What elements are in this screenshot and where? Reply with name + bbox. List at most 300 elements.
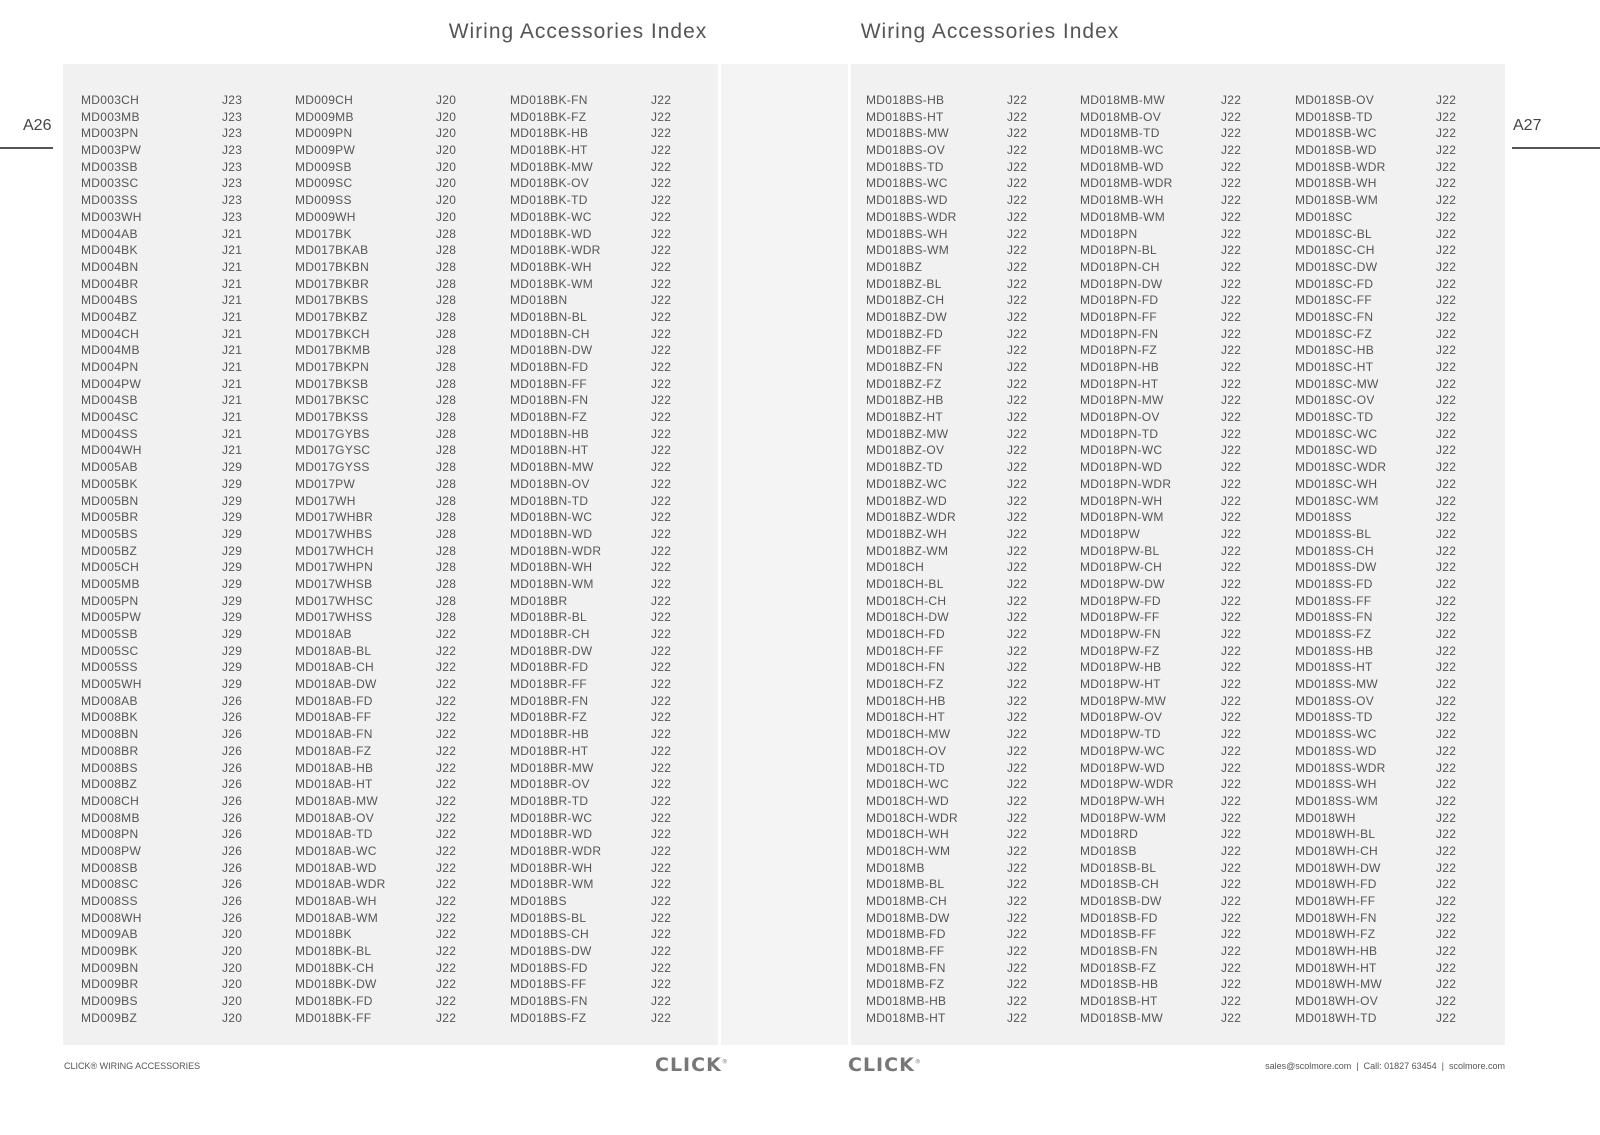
- page-reference: J22: [436, 627, 457, 641]
- product-code: MD018CH-FN: [866, 660, 946, 675]
- page-reference: J22: [651, 810, 672, 825]
- product-code: MD018BR-FD: [510, 660, 589, 675]
- page-reference: J28: [436, 276, 457, 291]
- page-reference: J22: [1007, 309, 1028, 324]
- page-reference: J22: [1436, 443, 1457, 458]
- page-reference: J22: [651, 727, 672, 742]
- page-reference: J22: [1436, 93, 1457, 107]
- page-reference: J22: [1221, 126, 1242, 141]
- product-code: MD005AB: [81, 460, 138, 475]
- page-reference: J22: [1436, 243, 1457, 258]
- product-code: MD009MB: [295, 109, 354, 124]
- product-code: MD018AB-HT: [295, 777, 373, 792]
- product-code: MD018WH-TD: [1295, 1010, 1377, 1025]
- product-code: MD018SS: [1295, 510, 1352, 525]
- page-reference: J22: [1221, 343, 1242, 358]
- product-code: MD018PW-WD: [1080, 760, 1165, 775]
- product-code: MD009BK: [81, 944, 138, 959]
- product-code: MD018BN-HB: [510, 426, 590, 441]
- product-code: MD018BZ-WDR: [866, 510, 956, 525]
- page-reference: J22: [651, 393, 672, 408]
- page-reference: J22: [1436, 843, 1457, 858]
- page-reference: J26: [222, 827, 243, 842]
- page-reference: J22: [1221, 610, 1242, 625]
- product-code: MD018WH-FZ: [1295, 927, 1376, 942]
- product-code: MD018SC-HB: [1295, 343, 1375, 358]
- product-code: MD018PW-FD: [1080, 593, 1161, 608]
- product-code: MD018PW-WM: [1080, 810, 1167, 825]
- page-reference: J29: [222, 576, 243, 591]
- product-code: MD018BR-FZ: [510, 710, 588, 725]
- page-reference: J22: [1221, 93, 1242, 107]
- product-code: MD008BK: [81, 710, 138, 725]
- page-reference: J28: [436, 510, 457, 525]
- product-code: MD018AB-HB: [295, 760, 374, 775]
- footer-brand: CLICK® WIRING ACCESSORIES: [64, 1061, 201, 1071]
- page-reference: J22: [1221, 710, 1242, 725]
- product-code: MD017WHBR: [295, 510, 374, 525]
- product-code: MD017WHSB: [295, 576, 373, 591]
- page-reference: J22: [651, 710, 672, 725]
- page-reference: J23: [222, 126, 243, 141]
- page-reference: J22: [1221, 894, 1242, 908]
- product-code: MD018SB: [1080, 843, 1137, 858]
- product-code: MD004BS: [81, 293, 138, 308]
- page-reference: J22: [1221, 593, 1242, 608]
- page-reference: J22: [1436, 627, 1457, 641]
- product-code: MD018SC-FF: [1295, 293, 1373, 308]
- page-reference: J22: [1221, 360, 1242, 374]
- product-code: MD018BS-OV: [866, 143, 946, 158]
- product-code: MD008BS: [81, 760, 138, 775]
- product-code: MD018PW-WC: [1080, 743, 1165, 758]
- product-code: MD018AB-DW: [295, 677, 377, 692]
- page-reference: J20: [436, 176, 457, 191]
- page-reference: J22: [651, 143, 672, 158]
- page-reference: J22: [1221, 410, 1242, 425]
- product-code: MD005SS: [81, 660, 138, 675]
- product-code: MD018AB-WD: [295, 860, 377, 875]
- product-code: MD017GYSS: [295, 460, 370, 475]
- product-code: MD018BZ-FF: [866, 343, 942, 358]
- page-reference: J22: [651, 610, 672, 625]
- page-reference: J21: [222, 443, 243, 458]
- product-code: MD009SC: [295, 176, 353, 191]
- product-code: MD018BK-BL: [295, 944, 372, 959]
- page-reference: J22: [1436, 777, 1457, 792]
- page-reference: J22: [651, 627, 672, 641]
- page-reference: J22: [1007, 894, 1028, 908]
- product-code: MD018BS-FD: [510, 960, 588, 975]
- page-reference: J22: [651, 693, 672, 708]
- page-reference: J22: [651, 894, 672, 908]
- page-reference: J29: [222, 510, 243, 525]
- page-reference: J22: [1221, 827, 1242, 842]
- product-code: MD018SS-DW: [1295, 560, 1377, 575]
- page-reference: J22: [1436, 410, 1457, 425]
- page-reference: J22: [1007, 710, 1028, 725]
- product-code: MD018CH-CH: [866, 593, 947, 608]
- product-code: MD018PN-WM: [1080, 510, 1164, 525]
- page-reference: J22: [1007, 944, 1028, 959]
- page-reference: J22: [1436, 176, 1457, 191]
- product-code: MD018BS-WC: [866, 176, 948, 191]
- product-code: MD018PW-CH: [1080, 560, 1163, 575]
- page-reference: J26: [222, 810, 243, 825]
- page-reference: J23: [222, 209, 243, 224]
- product-code: MD018BZ-FD: [866, 326, 944, 341]
- product-code: MD018WH-DW: [1295, 860, 1381, 875]
- page-reference: J22: [1436, 426, 1457, 441]
- product-code: MD018BR-WC: [510, 810, 593, 825]
- page-reference: J22: [1007, 610, 1028, 625]
- page-reference: J29: [222, 543, 243, 558]
- product-code: MD018BR-WH: [510, 860, 593, 875]
- product-code: MD005BS: [81, 526, 138, 541]
- page-reference: J26: [222, 693, 243, 708]
- page-reference: J22: [1007, 543, 1028, 558]
- page-reference: J22: [651, 860, 672, 875]
- product-code: MD018CH-DW: [866, 610, 950, 625]
- product-code: MD017BKSB: [295, 376, 369, 391]
- page-reference: J22: [651, 126, 672, 141]
- product-code: MD018MB-TD: [1080, 126, 1160, 141]
- product-code: MD018CH-WM: [866, 843, 951, 858]
- product-code: MD004MB: [81, 343, 140, 358]
- page-reference: J26: [222, 894, 243, 908]
- product-code: MD018PN-WC: [1080, 443, 1163, 458]
- product-code: MD018CH-HB: [866, 693, 946, 708]
- product-code: MD018CH-MW: [866, 727, 951, 742]
- page-reference: J22: [1221, 276, 1242, 291]
- product-code: MD005BK: [81, 476, 138, 491]
- product-code: MD018SB-WC: [1295, 126, 1377, 141]
- product-code: MD018MB-DW: [866, 910, 950, 925]
- page-reference: J22: [651, 743, 672, 758]
- product-code: MD018AB-CH: [295, 660, 375, 675]
- page-reference: J21: [222, 376, 243, 391]
- product-code: MD018PW-FN: [1080, 627, 1161, 641]
- page-reference: J22: [1007, 576, 1028, 591]
- product-code: MD018WH-BL: [1295, 827, 1376, 842]
- product-code: MD018BK-FZ: [510, 109, 587, 124]
- product-code: MD018PN-WD: [1080, 460, 1163, 475]
- page-reference: J22: [1436, 593, 1457, 608]
- product-code: MD018PN-TD: [1080, 426, 1159, 441]
- page-reference: J22: [1007, 93, 1028, 107]
- product-code: MD003PN: [81, 126, 139, 141]
- product-code: MD018BZ-FZ: [866, 376, 942, 391]
- product-code: MD018PW-HT: [1080, 677, 1161, 692]
- product-code: MD018SC-HT: [1295, 360, 1374, 374]
- click-logo-left: CLICK®: [655, 1054, 729, 1076]
- product-code: MD018SB-HT: [1080, 994, 1158, 1009]
- page-reference: J22: [651, 443, 672, 458]
- product-code: MD018AB-WH: [295, 894, 377, 908]
- page-reference: J22: [651, 510, 672, 525]
- product-code: MD018AB-MW: [295, 793, 379, 808]
- page-reference: J22: [651, 460, 672, 475]
- product-code: MD018BS-DW: [510, 944, 592, 959]
- product-code: MD018BS-TD: [866, 159, 944, 174]
- product-code: MD018BN: [510, 293, 568, 308]
- product-code: MD018SS-HB: [1295, 643, 1374, 658]
- page-reference: J22: [1007, 526, 1028, 541]
- product-code: MD018BS: [510, 894, 567, 908]
- page-reference: J22: [1007, 660, 1028, 675]
- page-reference: J20: [222, 927, 243, 942]
- product-code: MD018SS-WM: [1295, 793, 1379, 808]
- page-reference: J22: [1007, 259, 1028, 274]
- product-code: MD018SB-OV: [1295, 93, 1375, 107]
- product-code: MD004AB: [81, 226, 138, 241]
- page-reference: J22: [651, 276, 672, 291]
- product-code: MD018BK: [295, 927, 352, 942]
- product-code: MD018BS-WD: [866, 193, 948, 208]
- product-code: MD018SC-FZ: [1295, 326, 1373, 341]
- page-reference: J21: [222, 276, 243, 291]
- product-code: MD018BZ-CH: [866, 293, 945, 308]
- page-reference: J22: [1436, 560, 1457, 575]
- product-code: MD018SB-FN: [1080, 944, 1158, 959]
- product-code: MD018SC-CH: [1295, 243, 1375, 258]
- page-reference: J21: [222, 326, 243, 341]
- page-reference: J22: [1221, 1010, 1242, 1025]
- product-code: MD018PN-BL: [1080, 243, 1158, 258]
- page-reference: J29: [222, 526, 243, 541]
- product-code: MD018BK-MW: [510, 159, 594, 174]
- product-code: MD018SC-MW: [1295, 376, 1379, 391]
- page-reference: J22: [1436, 977, 1457, 992]
- product-code: MD018SS-WC: [1295, 727, 1377, 742]
- product-code: MD018PN-HB: [1080, 360, 1160, 374]
- page-reference: J22: [436, 660, 457, 675]
- product-code: MD008CH: [81, 793, 140, 808]
- product-code: MD018BN-FN: [510, 393, 589, 408]
- page-reference: J22: [651, 576, 672, 591]
- product-code: MD018BS-FN: [510, 994, 588, 1009]
- product-code: MD018PN-FZ: [1080, 343, 1158, 358]
- product-code: MD018MB-CH: [866, 894, 948, 908]
- product-code: MD003WH: [81, 209, 142, 224]
- page-reference: J22: [1436, 576, 1457, 591]
- page-reference: J26: [222, 860, 243, 875]
- page-reference: J22: [1436, 293, 1457, 308]
- page-reference: J29: [222, 493, 243, 508]
- product-code: MD008SS: [81, 894, 138, 908]
- right-page-title: Wiring Accessories Index: [860, 20, 1120, 43]
- page-reference: J22: [1436, 343, 1457, 358]
- page-reference: J21: [222, 293, 243, 308]
- product-code: MD018AB-WC: [295, 843, 377, 858]
- product-code: MD008AB: [81, 693, 138, 708]
- page-reference: J22: [1436, 209, 1457, 224]
- page-reference: J22: [1221, 209, 1242, 224]
- page-reference: J22: [1007, 877, 1028, 892]
- page-reference: J22: [1007, 193, 1028, 208]
- page-reference: J22: [651, 410, 672, 425]
- page-reference: J26: [222, 910, 243, 925]
- page-reference: J20: [222, 994, 243, 1009]
- page-reference: J22: [651, 526, 672, 541]
- product-code: MD018PW-WH: [1080, 793, 1165, 808]
- product-code: MD018SS-FN: [1295, 610, 1373, 625]
- product-code: MD018BR-BL: [510, 610, 588, 625]
- page-reference: J22: [1436, 677, 1457, 692]
- page-reference: J21: [222, 393, 243, 408]
- product-code: MD009WH: [295, 209, 356, 224]
- page-reference: J22: [1007, 443, 1028, 458]
- product-code: MD017GYBS: [295, 426, 370, 441]
- page-reference: J22: [1436, 1010, 1457, 1025]
- product-code: MD018BR-CH: [510, 627, 590, 641]
- product-code: MD018WH-FN: [1295, 910, 1377, 925]
- page-reference: J22: [1221, 743, 1242, 758]
- product-code: MD018BK-FD: [295, 994, 373, 1009]
- product-code: MD018PN-DW: [1080, 276, 1163, 291]
- product-code: MD018SS-FZ: [1295, 627, 1372, 641]
- product-code: MD018PW-WDR: [1080, 777, 1174, 792]
- page-reference: J20: [222, 977, 243, 992]
- product-code: MD018SB-WH: [1295, 176, 1377, 191]
- product-code: MD018CH: [866, 560, 925, 575]
- page-reference: J22: [1436, 927, 1457, 942]
- product-code: MD018WH-CH: [1295, 843, 1379, 858]
- product-code: MD017BK: [295, 226, 352, 241]
- page-reference: J29: [222, 593, 243, 608]
- page-reference: J22: [1221, 860, 1242, 875]
- product-code: MD018CH-FF: [866, 643, 944, 658]
- product-code: MD018BS-FF: [510, 977, 587, 992]
- page-reference: J22: [1436, 793, 1457, 808]
- product-code: MD017WHBS: [295, 526, 373, 541]
- page-reference: J20: [222, 960, 243, 975]
- page-reference: J22: [436, 793, 457, 808]
- page-reference: J21: [222, 259, 243, 274]
- page-reference: J22: [1007, 593, 1028, 608]
- page-reference: J22: [1221, 443, 1242, 458]
- product-code: MD009BZ: [81, 1010, 138, 1025]
- page-reference: J22: [1007, 627, 1028, 641]
- page-reference: J22: [1007, 176, 1028, 191]
- product-code: MD005WH: [81, 677, 142, 692]
- page-reference: J22: [1007, 276, 1028, 291]
- page-reference: J22: [651, 326, 672, 341]
- product-code: MD017BKAB: [295, 243, 369, 258]
- page-reference: J28: [436, 360, 457, 374]
- product-code: MD018SS-HT: [1295, 660, 1373, 675]
- page-reference: J22: [1007, 843, 1028, 858]
- page-reference: J22: [1436, 910, 1457, 925]
- page-reference: J22: [1007, 343, 1028, 358]
- product-code: MD018AB-FD: [295, 693, 373, 708]
- page-reference: J26: [222, 877, 243, 892]
- page-reference: J22: [436, 777, 457, 792]
- page-reference: J22: [1007, 643, 1028, 658]
- page-reference: J22: [651, 176, 672, 191]
- product-code: MD018BZ: [866, 259, 923, 274]
- page-reference: J28: [436, 543, 457, 558]
- product-code: MD018PN-HT: [1080, 376, 1159, 391]
- page-reference: J22: [436, 760, 457, 775]
- left-index-panel: [63, 64, 718, 1045]
- page-reference: J22: [436, 960, 457, 975]
- product-code: MD018SB-MW: [1080, 1010, 1164, 1025]
- product-code: MD018BS-MW: [866, 126, 950, 141]
- page-reference: J22: [1436, 510, 1457, 525]
- page-reference: J22: [436, 843, 457, 858]
- page-reference: J22: [1221, 643, 1242, 658]
- product-code: MD018BN-WDR: [510, 543, 602, 558]
- product-code: MD018BK-CH: [295, 960, 375, 975]
- product-code: MD018SB-WD: [1295, 143, 1377, 158]
- product-code: MD009SS: [295, 193, 352, 208]
- page-reference: J29: [222, 476, 243, 491]
- page-reference: J22: [1436, 610, 1457, 625]
- product-code: MD018WH-FD: [1295, 877, 1377, 892]
- page-reference: J22: [651, 309, 672, 324]
- page-reference: J22: [1436, 376, 1457, 391]
- product-code: MD018WH-HT: [1295, 960, 1377, 975]
- product-code: MD018SS-MW: [1295, 677, 1379, 692]
- product-code: MD018SS-WDR: [1295, 760, 1386, 775]
- page-reference: J22: [1007, 476, 1028, 491]
- product-code: MD017BKBR: [295, 276, 370, 291]
- product-code: MD018AB-FF: [295, 710, 372, 725]
- page-reference: J29: [222, 610, 243, 625]
- product-code: MD018BS-BL: [510, 910, 587, 925]
- page-reference: J22: [1007, 960, 1028, 975]
- product-code: MD018SB-WDR: [1295, 159, 1386, 174]
- page-reference: J22: [1436, 143, 1457, 158]
- product-code: MD008SB: [81, 860, 138, 875]
- page-reference: J22: [651, 910, 672, 925]
- product-code: MD018MB: [866, 860, 925, 875]
- page-reference: J20: [436, 93, 457, 107]
- page-reference: J22: [1007, 159, 1028, 174]
- product-code: MD018BS-HT: [866, 109, 944, 124]
- product-code: MD003PW: [81, 143, 142, 158]
- page-reference: J28: [436, 526, 457, 541]
- page-reference: J22: [1436, 360, 1457, 374]
- product-code: MD018SB-CH: [1080, 877, 1160, 892]
- page-reference: J22: [1007, 994, 1028, 1009]
- product-code: MD018MB-FN: [866, 960, 946, 975]
- page-reference: J26: [222, 727, 243, 742]
- page-reference: J22: [1221, 910, 1242, 925]
- product-code: MD018BZ-HB: [866, 393, 944, 408]
- product-code: MD004PN: [81, 360, 139, 374]
- product-code: MD018PN-WH: [1080, 493, 1163, 508]
- product-code: MD003MB: [81, 109, 140, 124]
- page-gutter: [721, 64, 848, 1045]
- product-code: MD018SB-TD: [1295, 109, 1373, 124]
- product-code: MD018SB-BL: [1080, 860, 1157, 875]
- page-reference: J26: [222, 843, 243, 858]
- page-reference: J22: [436, 643, 457, 658]
- product-code: MD018MB-FD: [866, 927, 946, 942]
- product-code: MD018BN-CH: [510, 326, 590, 341]
- product-code: MD018SC-WM: [1295, 493, 1379, 508]
- page-reference: J22: [1436, 810, 1457, 825]
- product-code: MD008BZ: [81, 777, 138, 792]
- product-code: MD018BS-FZ: [510, 1010, 587, 1025]
- product-code: MD018SC-WD: [1295, 443, 1378, 458]
- product-code: MD003SS: [81, 193, 138, 208]
- product-code: MD018BN-WH: [510, 560, 593, 575]
- page-reference: J22: [1221, 944, 1242, 959]
- product-code: MD008WH: [81, 910, 142, 925]
